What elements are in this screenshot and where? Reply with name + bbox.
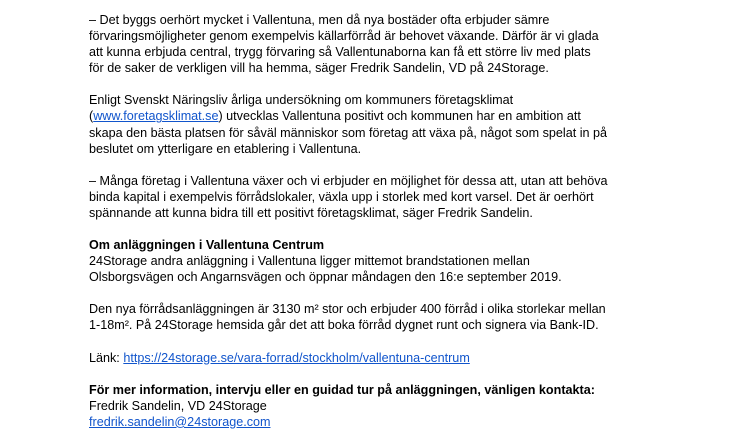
facility-section: [89, 237, 729, 285]
text-line: spännande att kunna bidra till ett positivt företagsklimat, säger Fredrik Sandelin.: [89, 205, 533, 220]
contact-name: Fredrik Sandelin, VD 24Storage: [89, 398, 267, 413]
contact-email-line: [89, 414, 729, 430]
facility-size-paragraph: [89, 301, 729, 333]
quote-paragraph-2: [89, 173, 729, 221]
text-line: beslutet om ytterligare en etablering i Vallentuna.: [89, 141, 362, 156]
contact-heading: För mer information, intervju eller en guidad tur på anläggningen, vänligen kontakta:: [89, 382, 595, 397]
text-line: 1-18m². På 24Storage hemsida går det att boka förråd dygnet runt och signera via Bank-ID.: [89, 318, 599, 333]
text-line: Den nya förrådsanläggningen är 3130 m² stor och erbjuder 400 förråd i olika storlekar mellan: [89, 302, 606, 317]
text-line: [89, 108, 729, 124]
press-release-body: [89, 0, 729, 430]
foretagsklimat-link[interactable]: www.foretagsklimat.se: [93, 109, 219, 124]
text-line: förvaringsmöjligheter genom exempelvis källarförråd är behovet växande. Därför är vi glada: [89, 29, 599, 44]
text-line: för de saker de verkligen vill ha hemma, säger Fredrik Sandelin, VD på 24Storage.: [89, 61, 549, 76]
text-line: binda kapital i exempelvis förrådslokaler, växla upp i storlek med kort varsel. Det är oerhört: [89, 189, 594, 204]
text-line: att kunna erbjuda central, trygg förvaring så Vallentunaborna kan få ett större liv med plats: [89, 45, 591, 60]
text-line-rest: ) utvecklas Vallentuna positivt och kommunen har en ambition att: [218, 109, 581, 124]
quote-paragraph-1: [89, 12, 729, 76]
text-line: skapa den bästa platsen för såväl människor som företag att växa på, något som spelat in på: [89, 125, 608, 140]
open-paren: (: [89, 109, 94, 124]
text-line: Olsborgsvägen och Angarnsvägen och öppnar måndagen den 16:e september 2019.: [89, 270, 562, 285]
text-line: 24Storage andra anläggning i Vallentuna ligger mittemot brandstationen mellan: [89, 254, 530, 269]
business-climate-paragraph: [89, 92, 729, 156]
link-label: Länk:: [89, 350, 124, 365]
section-heading: Om anläggningen i Vallentuna Centrum: [89, 238, 325, 253]
facility-url-link[interactable]: https://24storage.se/vara-forrad/stockholm/vallentuna-centrum: [123, 350, 470, 365]
link-paragraph: [89, 350, 729, 366]
text-line: Enligt Svenskt Näringsliv årliga undersökning om kommuners företagsklimat: [89, 93, 514, 108]
text-line: – Det byggs oerhört mycket i Vallentuna, men då nya bostäder ofta erbjuder sämre: [89, 13, 550, 27]
text-line: [89, 350, 729, 366]
text-line: – Många företag i Vallentuna växer och vi erbjuder en möjlighet för dessa att, utan att behöva: [89, 173, 608, 188]
contact-section: [89, 382, 729, 430]
contact-email-link[interactable]: fredrik.sandelin@24storage.com: [89, 414, 271, 429]
